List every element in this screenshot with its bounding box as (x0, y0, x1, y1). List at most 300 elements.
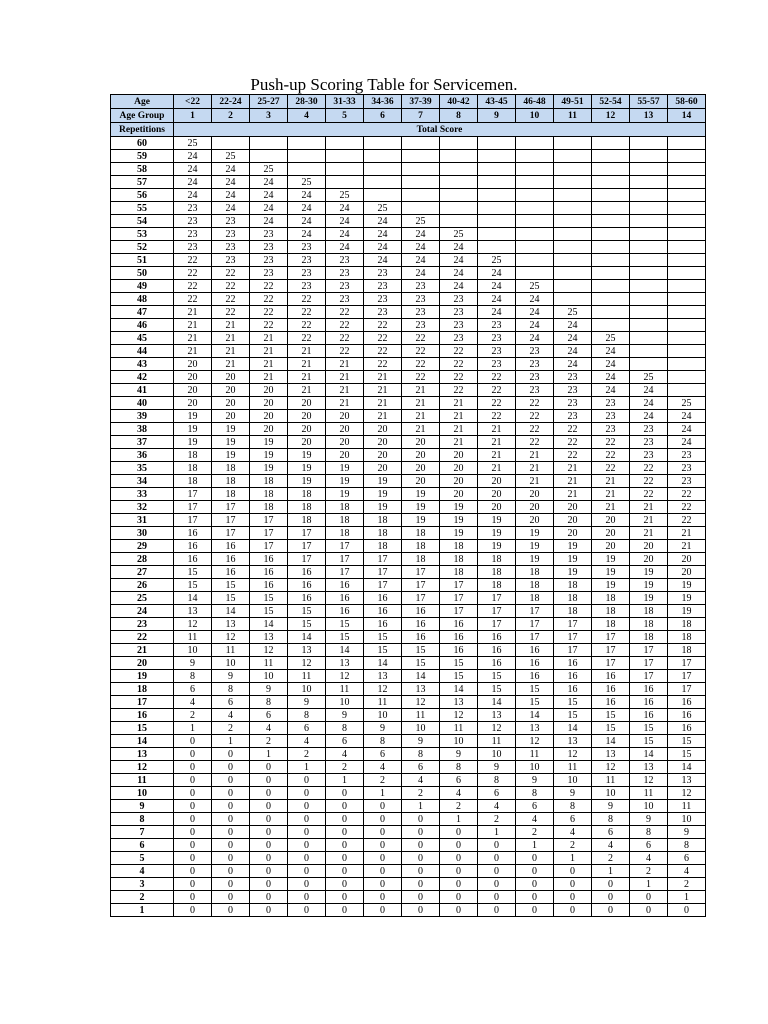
score-cell: 16 (440, 644, 478, 657)
score-cell: 2 (402, 787, 440, 800)
score-cell (668, 371, 706, 384)
score-cell: 0 (212, 774, 250, 787)
score-cell: 16 (668, 709, 706, 722)
score-cell: 13 (440, 696, 478, 709)
score-cell: 0 (174, 787, 212, 800)
score-cell: 18 (250, 501, 288, 514)
table-row (111, 332, 706, 345)
score-cell: 19 (326, 488, 364, 501)
score-cell: 25 (250, 163, 288, 176)
score-cell: 17 (250, 527, 288, 540)
score-cell: 23 (364, 293, 402, 306)
score-cell: 0 (364, 852, 402, 865)
score-cell: 16 (402, 618, 440, 631)
table-row (111, 618, 706, 631)
score-cell: 0 (174, 748, 212, 761)
score-cell: 19 (592, 579, 630, 592)
score-cell: 22 (250, 293, 288, 306)
score-cell: 14 (516, 709, 554, 722)
score-cell: 9 (288, 696, 326, 709)
score-cell: 16 (212, 540, 250, 553)
repetitions-cell: 20 (111, 657, 174, 670)
score-cell: 20 (250, 384, 288, 397)
score-cell: 6 (364, 748, 402, 761)
score-cell: 19 (516, 553, 554, 566)
score-cell: 0 (402, 891, 440, 904)
repetitions-cell: 8 (111, 813, 174, 826)
score-cell: 11 (478, 735, 516, 748)
score-cell: 0 (478, 839, 516, 852)
score-cell: 15 (174, 579, 212, 592)
table-row (111, 228, 706, 241)
score-cell (326, 150, 364, 163)
score-cell: 17 (668, 670, 706, 683)
repetitions-cell: 16 (111, 709, 174, 722)
score-cell: 22 (478, 397, 516, 410)
score-cell: 24 (402, 254, 440, 267)
score-cell: 24 (364, 241, 402, 254)
score-cell: 21 (554, 475, 592, 488)
score-cell: 0 (402, 826, 440, 839)
score-cell: 15 (174, 566, 212, 579)
score-cell: 6 (326, 735, 364, 748)
score-cell: 21 (364, 410, 402, 423)
score-cell: 4 (212, 709, 250, 722)
table-row (111, 319, 706, 332)
score-cell: 21 (250, 345, 288, 358)
score-cell: 22 (592, 436, 630, 449)
score-cell: 20 (326, 410, 364, 423)
table-row (111, 891, 706, 904)
score-cell: 18 (554, 592, 592, 605)
score-cell: 21 (668, 527, 706, 540)
score-cell: 15 (630, 722, 668, 735)
table-row (111, 748, 706, 761)
score-cell: 22 (326, 345, 364, 358)
score-cell: 8 (174, 670, 212, 683)
score-cell: 2 (174, 709, 212, 722)
score-cell: 19 (516, 527, 554, 540)
score-cell: 25 (440, 228, 478, 241)
score-cell: 23 (288, 267, 326, 280)
score-cell: 21 (554, 462, 592, 475)
score-cell: 12 (402, 696, 440, 709)
score-cell: 16 (630, 709, 668, 722)
score-cell: 20 (440, 462, 478, 475)
score-cell: 15 (364, 631, 402, 644)
score-cell: 13 (478, 709, 516, 722)
score-cell (592, 215, 630, 228)
score-cell (668, 150, 706, 163)
score-cell: 22 (212, 267, 250, 280)
score-cell: 21 (288, 345, 326, 358)
score-cell: 16 (212, 566, 250, 579)
score-cell: 10 (250, 670, 288, 683)
score-cell: 24 (554, 332, 592, 345)
table-row (111, 384, 706, 397)
table-row (111, 527, 706, 540)
score-cell: 1 (440, 813, 478, 826)
score-cell: 23 (668, 475, 706, 488)
score-cell: 8 (668, 839, 706, 852)
table-row (111, 644, 706, 657)
score-cell (592, 306, 630, 319)
score-cell: 16 (326, 579, 364, 592)
score-cell: 24 (554, 319, 592, 332)
score-cell: 23 (326, 267, 364, 280)
score-cell: 24 (250, 202, 288, 215)
score-cell: 18 (630, 631, 668, 644)
score-cell: 0 (250, 774, 288, 787)
score-cell: 22 (364, 319, 402, 332)
score-cell: 4 (326, 748, 364, 761)
score-cell: 23 (174, 228, 212, 241)
score-cell (668, 306, 706, 319)
score-cell: 14 (440, 683, 478, 696)
score-cell: 0 (554, 891, 592, 904)
score-cell: 0 (364, 891, 402, 904)
score-cell: 19 (630, 566, 668, 579)
score-cell: 16 (212, 553, 250, 566)
score-cell: 0 (288, 839, 326, 852)
score-cell (592, 137, 630, 150)
age-range-header: 43-45 (478, 95, 516, 109)
score-cell: 24 (516, 332, 554, 345)
score-cell: 22 (250, 319, 288, 332)
score-cell: 18 (592, 618, 630, 631)
score-cell: 15 (364, 644, 402, 657)
score-cell: 0 (592, 904, 630, 917)
score-cell: 0 (288, 865, 326, 878)
score-cell: 16 (478, 657, 516, 670)
age-group-number: 1 (174, 109, 212, 123)
score-cell: 6 (630, 839, 668, 852)
score-cell: 25 (212, 150, 250, 163)
score-cell: 17 (592, 657, 630, 670)
score-cell: 19 (250, 436, 288, 449)
score-cell: 24 (402, 267, 440, 280)
table-row (111, 553, 706, 566)
score-cell: 19 (364, 488, 402, 501)
score-cell: 16 (402, 605, 440, 618)
score-cell (478, 137, 516, 150)
score-cell: 22 (364, 332, 402, 345)
score-cell: 25 (516, 280, 554, 293)
score-cell: 18 (288, 514, 326, 527)
score-cell: 24 (250, 215, 288, 228)
score-cell: 21 (288, 358, 326, 371)
age-group-number: 7 (402, 109, 440, 123)
score-cell (440, 215, 478, 228)
table-row (111, 202, 706, 215)
score-cell: 20 (554, 501, 592, 514)
age-label: Age (111, 95, 174, 109)
score-cell: 12 (478, 722, 516, 735)
score-cell: 4 (516, 813, 554, 826)
score-cell: 23 (326, 293, 364, 306)
score-cell: 24 (592, 384, 630, 397)
score-cell: 0 (516, 878, 554, 891)
score-cell (364, 189, 402, 202)
score-cell: 23 (212, 215, 250, 228)
score-cell (516, 163, 554, 176)
score-cell: 21 (250, 358, 288, 371)
score-cell: 0 (478, 878, 516, 891)
table-row (111, 358, 706, 371)
score-cell: 0 (402, 839, 440, 852)
score-cell: 17 (326, 553, 364, 566)
score-cell: 20 (364, 423, 402, 436)
score-cell: 21 (212, 332, 250, 345)
score-cell: 19 (440, 514, 478, 527)
score-cell: 17 (668, 683, 706, 696)
score-cell (630, 137, 668, 150)
score-cell: 0 (250, 852, 288, 865)
score-cell: 24 (478, 306, 516, 319)
score-cell: 19 (250, 449, 288, 462)
table-row (111, 761, 706, 774)
score-cell (402, 137, 440, 150)
score-cell: 18 (478, 553, 516, 566)
score-cell: 0 (440, 852, 478, 865)
score-cell: 17 (592, 644, 630, 657)
score-cell: 24 (478, 293, 516, 306)
score-cell: 0 (402, 878, 440, 891)
score-cell: 24 (630, 384, 668, 397)
score-cell: 22 (592, 449, 630, 462)
table-row (111, 631, 706, 644)
table-row (111, 787, 706, 800)
score-cell: 21 (174, 306, 212, 319)
repetitions-cell: 11 (111, 774, 174, 787)
score-cell (630, 241, 668, 254)
score-cell (402, 176, 440, 189)
score-cell: 22 (554, 423, 592, 436)
score-cell: 12 (364, 683, 402, 696)
score-cell: 17 (440, 579, 478, 592)
score-cell (592, 254, 630, 267)
score-cell: 20 (440, 449, 478, 462)
score-cell (554, 228, 592, 241)
score-cell: 0 (592, 878, 630, 891)
score-cell: 4 (554, 826, 592, 839)
repetitions-cell: 5 (111, 852, 174, 865)
age-range-header: 52-54 (592, 95, 630, 109)
score-cell: 22 (478, 410, 516, 423)
score-cell: 18 (440, 566, 478, 579)
score-cell: 11 (364, 696, 402, 709)
score-cell: 24 (668, 410, 706, 423)
score-cell: 19 (288, 475, 326, 488)
score-cell: 23 (440, 319, 478, 332)
score-cell: 4 (630, 852, 668, 865)
score-cell: 24 (516, 306, 554, 319)
score-cell (592, 150, 630, 163)
age-group-number: 5 (326, 109, 364, 123)
score-cell: 16 (516, 670, 554, 683)
score-cell: 14 (554, 722, 592, 735)
score-cell: 0 (326, 878, 364, 891)
score-cell: 19 (554, 540, 592, 553)
score-cell (212, 137, 250, 150)
score-cell: 17 (478, 618, 516, 631)
score-cell: 21 (174, 345, 212, 358)
score-cell: 11 (516, 748, 554, 761)
table-row (111, 462, 706, 475)
score-cell: 23 (250, 267, 288, 280)
score-cell: 0 (250, 800, 288, 813)
score-cell (630, 345, 668, 358)
score-cell: 21 (288, 371, 326, 384)
score-cell: 12 (516, 735, 554, 748)
score-cell: 22 (402, 371, 440, 384)
score-cell: 13 (288, 644, 326, 657)
score-cell (630, 293, 668, 306)
score-cell (592, 163, 630, 176)
score-cell: 0 (174, 735, 212, 748)
score-cell: 14 (250, 618, 288, 631)
score-cell: 17 (174, 514, 212, 527)
score-cell: 20 (326, 449, 364, 462)
score-cell: 0 (364, 839, 402, 852)
score-cell: 0 (478, 891, 516, 904)
repetitions-cell: 34 (111, 475, 174, 488)
score-cell: 0 (478, 852, 516, 865)
repetitions-cell: 52 (111, 241, 174, 254)
score-cell: 24 (630, 410, 668, 423)
score-cell: 0 (212, 748, 250, 761)
table-row (111, 826, 706, 839)
score-cell: 20 (288, 436, 326, 449)
total-score-label: Total Score (174, 123, 706, 137)
score-cell: 21 (326, 397, 364, 410)
score-cell (668, 241, 706, 254)
score-cell: 15 (250, 605, 288, 618)
score-cell (554, 254, 592, 267)
score-cell: 6 (174, 683, 212, 696)
score-cell: 0 (326, 787, 364, 800)
score-cell: 0 (212, 891, 250, 904)
score-cell: 10 (592, 787, 630, 800)
score-cell (630, 176, 668, 189)
score-cell: 17 (440, 605, 478, 618)
score-cell: 17 (440, 592, 478, 605)
score-cell: 23 (592, 397, 630, 410)
score-cell: 8 (212, 683, 250, 696)
score-cell: 15 (554, 709, 592, 722)
score-cell: 21 (516, 449, 554, 462)
score-cell: 21 (478, 436, 516, 449)
score-cell: 24 (174, 150, 212, 163)
score-cell: 16 (250, 579, 288, 592)
score-cell: 18 (212, 462, 250, 475)
score-cell: 13 (326, 657, 364, 670)
score-cell: 0 (326, 865, 364, 878)
table-row (111, 241, 706, 254)
age-group-number: 9 (478, 109, 516, 123)
repetitions-cell: 30 (111, 527, 174, 540)
score-cell: 21 (326, 384, 364, 397)
score-cell (630, 319, 668, 332)
score-cell: 1 (212, 735, 250, 748)
score-cell: 19 (668, 592, 706, 605)
score-cell: 14 (478, 696, 516, 709)
score-cell: 24 (326, 215, 364, 228)
score-cell: 19 (478, 540, 516, 553)
score-cell: 23 (364, 267, 402, 280)
score-cell: 6 (592, 826, 630, 839)
score-cell: 20 (516, 501, 554, 514)
score-cell: 18 (288, 488, 326, 501)
score-cell (516, 215, 554, 228)
score-cell: 23 (440, 306, 478, 319)
score-cell: 17 (554, 631, 592, 644)
score-cell: 24 (592, 371, 630, 384)
score-cell: 9 (630, 813, 668, 826)
score-cell: 0 (288, 852, 326, 865)
score-cell: 20 (212, 384, 250, 397)
score-cell: 17 (174, 501, 212, 514)
age-range-header: 34-36 (364, 95, 402, 109)
score-cell: 22 (212, 293, 250, 306)
score-cell: 11 (554, 761, 592, 774)
score-cell: 10 (212, 657, 250, 670)
score-cell: 24 (440, 280, 478, 293)
score-cell: 20 (250, 410, 288, 423)
score-cell: 19 (326, 475, 364, 488)
score-cell (402, 150, 440, 163)
score-cell (668, 280, 706, 293)
score-cell: 24 (478, 267, 516, 280)
score-cell: 2 (630, 865, 668, 878)
score-cell (402, 163, 440, 176)
table-row (111, 852, 706, 865)
score-cell: 18 (592, 605, 630, 618)
score-cell: 8 (326, 722, 364, 735)
repetitions-cell: 15 (111, 722, 174, 735)
score-cell: 18 (174, 449, 212, 462)
score-cell: 13 (212, 618, 250, 631)
score-cell: 4 (364, 761, 402, 774)
score-cell: 22 (364, 358, 402, 371)
score-cell: 18 (668, 644, 706, 657)
repetitions-cell: 55 (111, 202, 174, 215)
score-cell: 15 (478, 670, 516, 683)
score-cell: 24 (174, 163, 212, 176)
score-cell: 14 (668, 761, 706, 774)
score-cell: 6 (440, 774, 478, 787)
score-cell: 22 (554, 436, 592, 449)
score-cell: 22 (592, 462, 630, 475)
score-cell: 15 (668, 748, 706, 761)
score-cell: 22 (326, 306, 364, 319)
repetitions-cell: 45 (111, 332, 174, 345)
score-cell: 24 (288, 228, 326, 241)
score-cell (668, 254, 706, 267)
score-cell: 12 (288, 657, 326, 670)
score-cell: 0 (326, 839, 364, 852)
score-cell: 23 (478, 345, 516, 358)
score-cell: 0 (288, 891, 326, 904)
score-cell: 16 (478, 631, 516, 644)
table-row (111, 176, 706, 189)
age-range-header: 22-24 (212, 95, 250, 109)
score-cell: 16 (288, 592, 326, 605)
score-cell (554, 137, 592, 150)
table-row (111, 878, 706, 891)
repetitions-cell: 37 (111, 436, 174, 449)
repetitions-cell: 25 (111, 592, 174, 605)
